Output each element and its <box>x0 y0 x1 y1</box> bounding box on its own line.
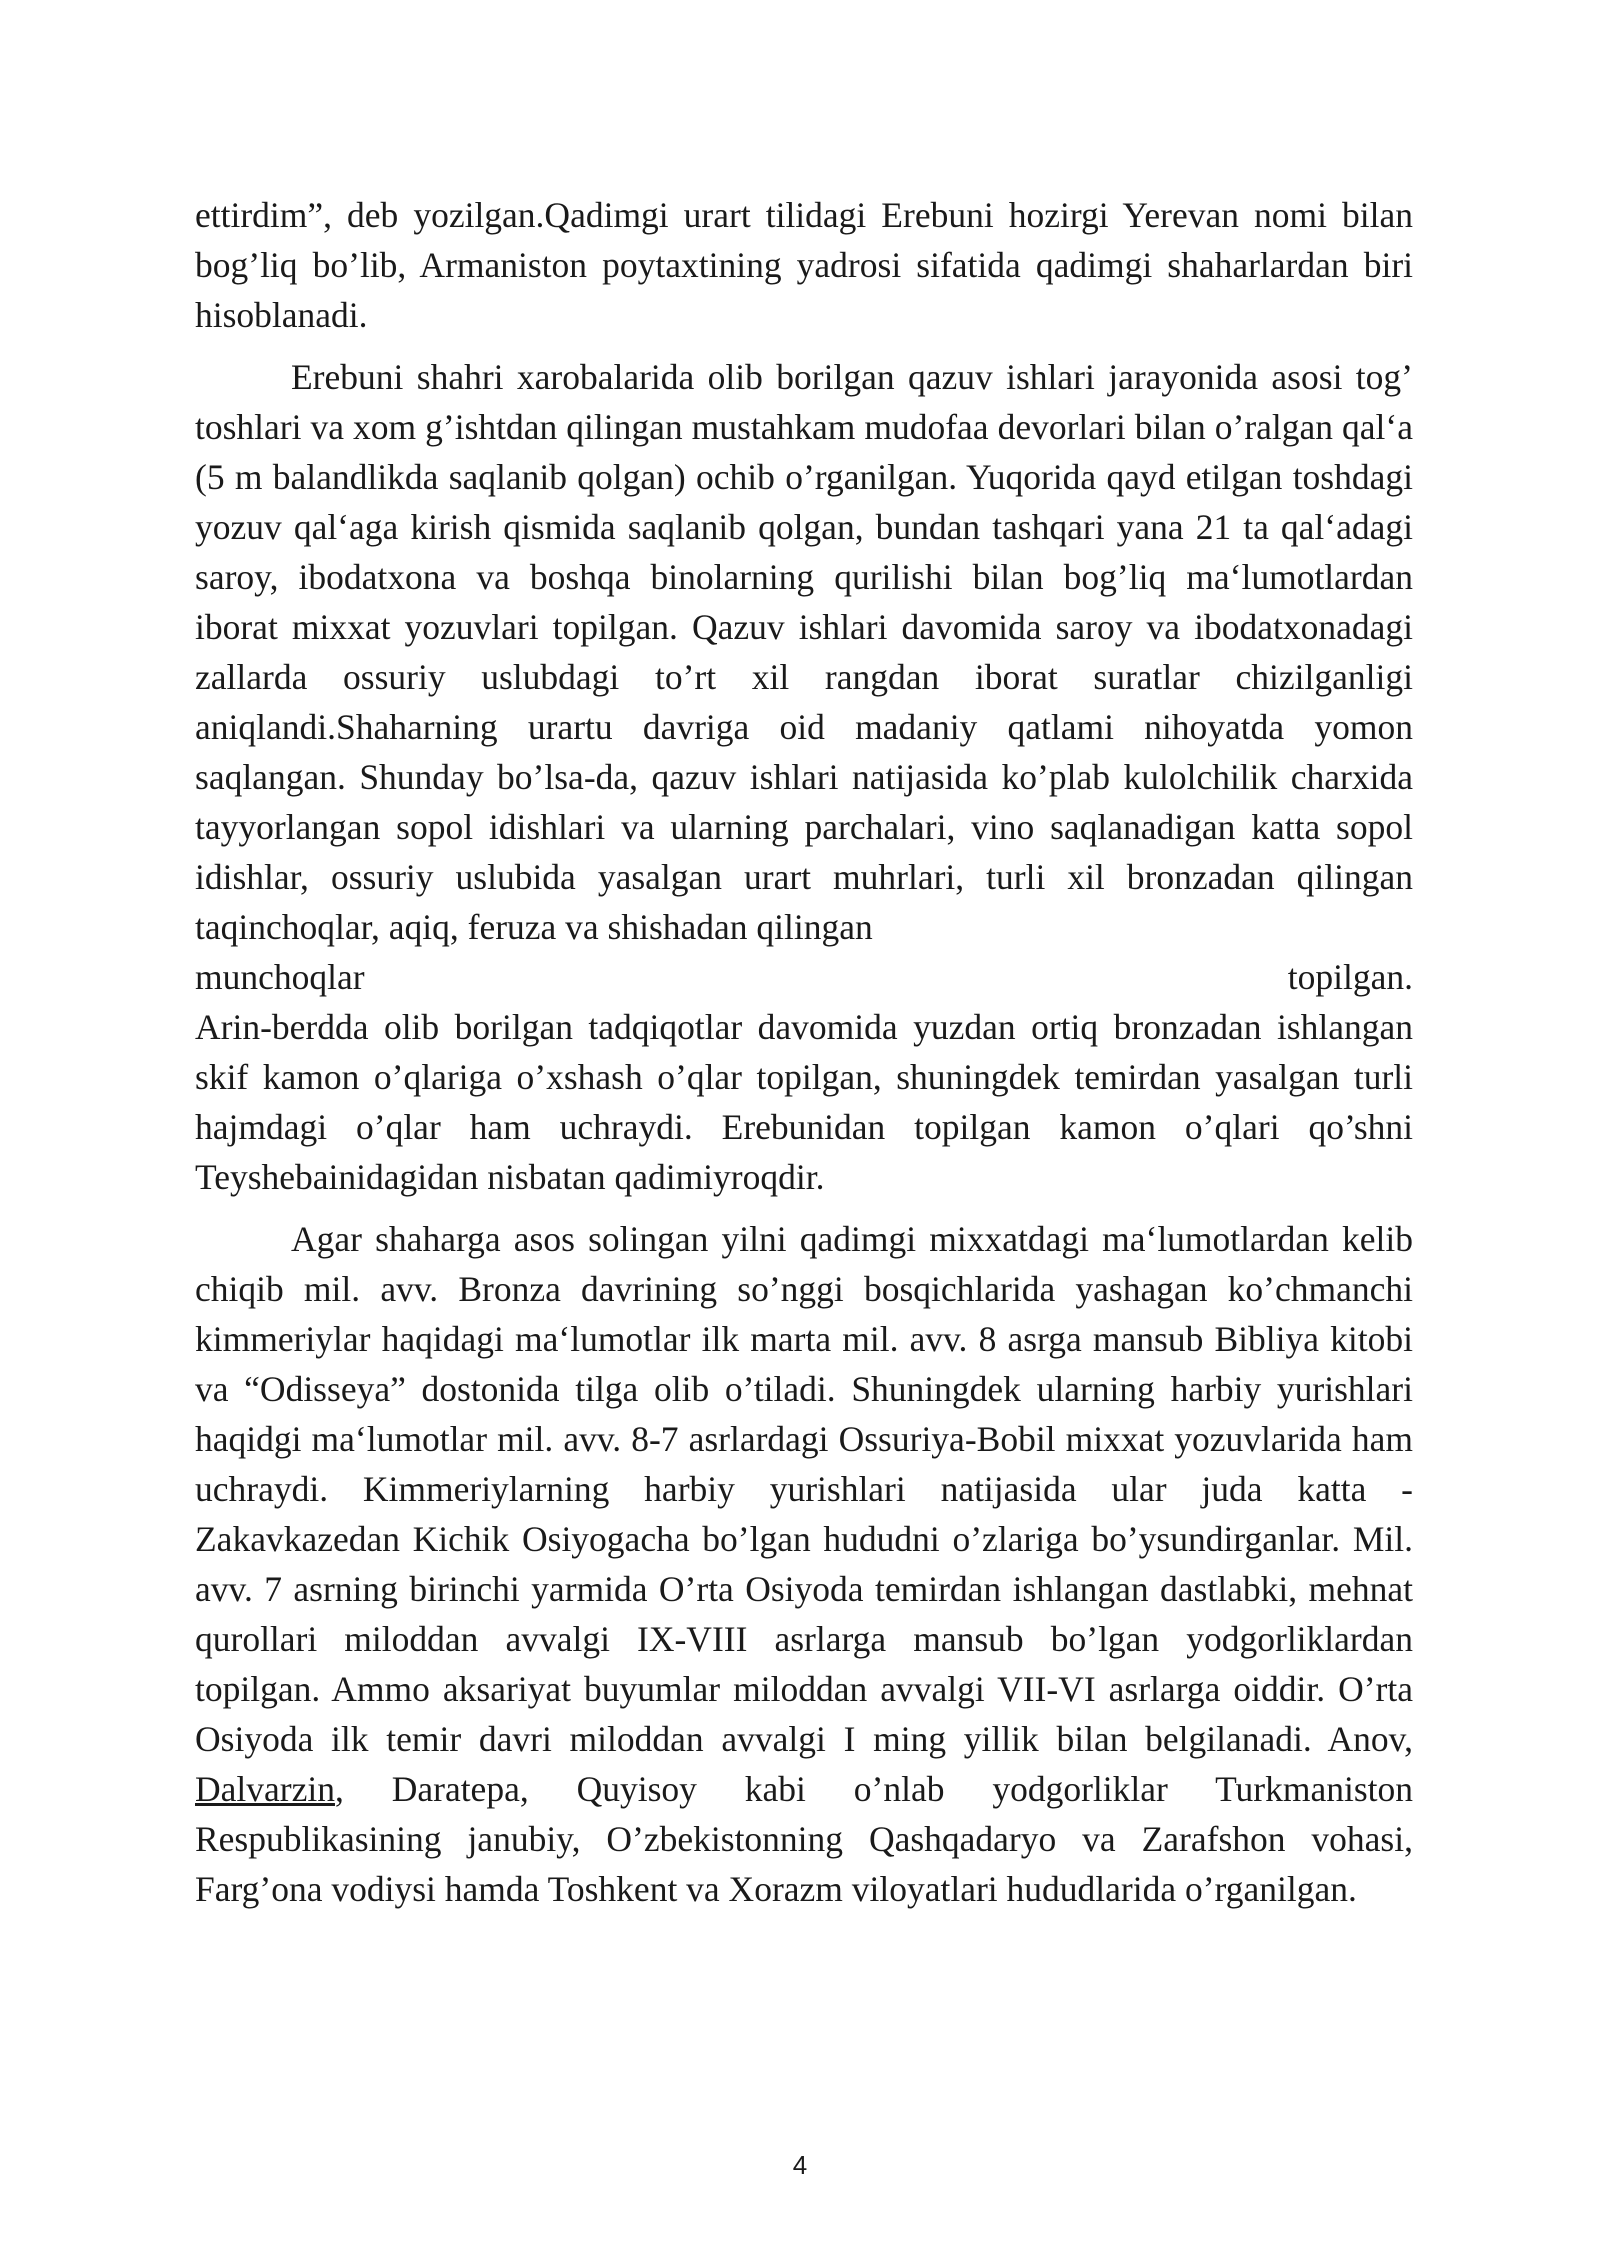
paragraph-2-split-right: topilgan. <box>1287 957 1413 997</box>
paragraph-1-text: ettirdim”, deb yozilgan.Qadimgi urart tilidagi Erebuni hozirgi Yerevan nomi bilan bog’liq bo’lib, Armaniston poytaxtining yadrosi sifatida qadimgi shaharlardan biri hisoblanadi. <box>195 195 1413 335</box>
paragraph-2-tail: Arin-berdda olib borilgan tadqiqotlar davomida yuzdan ortiq bronzadan ishlangan skif kamon o’qlariga o’xshash o’qlar topilgan, shuningdek temirdan yasalgan turli hajmdagi o’qlar ham uchraydi. Erebunidan topilgan kamon o’qlari qo’shni Teyshebainidagidan nisbatan qadimiyroqdir. <box>195 1007 1413 1197</box>
paragraph-2-text: Erebuni shahri xarobalarida olib borilgan qazuv ishlari jarayonida asosi tog’ toshlari va xom g’ishtdan qilingan mustahkam mudofaa devorlari bilan o’ralgan qal‘a (5 m balandlikda saqlanib qolgan) ochib o’rganilgan. Yuqorida qayd etilgan toshdagi yozuv qal‘aga kirish qismida saqlanib qolgan, bundan tashqari yana 21 ta qal‘adagi saroy, ibodatxona va boshqa binolarning qurilishi bilan bog’liq ma‘lumotlardan iborat mixxat yozuvlari topilgan. Qazuv ishlari davomida saroy va ibodatxonadagi zallarda ossuriy uslubdagi to’rt xil rangdan iborat suratlar chizilganligi aniqlandi.Shaharning urartu davriga oid madaniy qatlami nihoyatda yomon saqlangan. Shunday bo’lsa-da, qazuv ishlari natijasida ko’plab kulolchilik charxida tayyorlangan sopol idishlari va ularning parchalari, vino saqlanadigan katta sopol idishlar, ossuriy uslubida yasalgan urart muhrlari, turli xil bronzadan qilingan taqinchoqlar, aqiq, feruza va shishadan qilingan <box>195 357 1413 947</box>
paragraph-2-split-line <box>195 952 1413 1002</box>
paragraph-3-text-before: Agar shaharga asos solingan yilni qadimgi mixxatdagi ma‘lumotlardan kelib chiqib mil. avv. Bronza davrining so’nggi bosqichlarida yashagan ko’chmanchi kimmeriylar haqidagi ma‘lumotlar ilk marta mil. avv. 8 asrga mansub Bibliya kitobi va “Odisseya” dostonida tilga olib o’tiladi. Shuningdek ularning harbiy yurishlari haqidgi ma‘lumotlar mil. avv. 8-7 asrlardagi Ossuriya-Bobil mixxat yozuvlarida ham uchraydi. Kimmeriylarning harbiy yurishlari natijasida ular juda katta - Zakavkazedan Kichik Osiyogacha bo’lgan hududni o’zlariga bo’ysundirganlar. Mil. avv. 7 asrning birinchi yarmida O’rta Osiyoda temirdan ishlangan dastlabki, mehnat qurollari miloddan avvalgi IX-VIII asrlarga mansub bo’lgan yodgorliklardan topilgan. Ammo aksariyat buyumlar miloddan avvalgi VII-VI asrlarga oiddir. O’rta Osiyoda ilk temir davri miloddan avvalgi I ming yillik bilan belgilanadi. Anov, <box>195 1219 1413 1759</box>
paragraph-3-text-after: , Daratepa, Quyisoy kabi o’nlab yodgorliklar Turkmaniston Respublikasining janubiy, O’zbekistonning Qashqadaryo va Zarafshon vohasi, Farg’ona vodiysi hamda Toshkent va Xorazm viloyatlari hududlarida o’rganilgan. <box>195 1769 1413 1909</box>
dalvarzin-link[interactable]: Dalvarzin <box>195 1769 335 1809</box>
document-body <box>195 190 1413 1926</box>
paragraph-1 <box>195 190 1413 340</box>
page-number: 4 <box>792 2150 808 2180</box>
paragraph-2-split-left: munchoqlar <box>195 957 365 997</box>
paragraph-2 <box>195 352 1413 1202</box>
paragraph-3 <box>195 1214 1413 1914</box>
